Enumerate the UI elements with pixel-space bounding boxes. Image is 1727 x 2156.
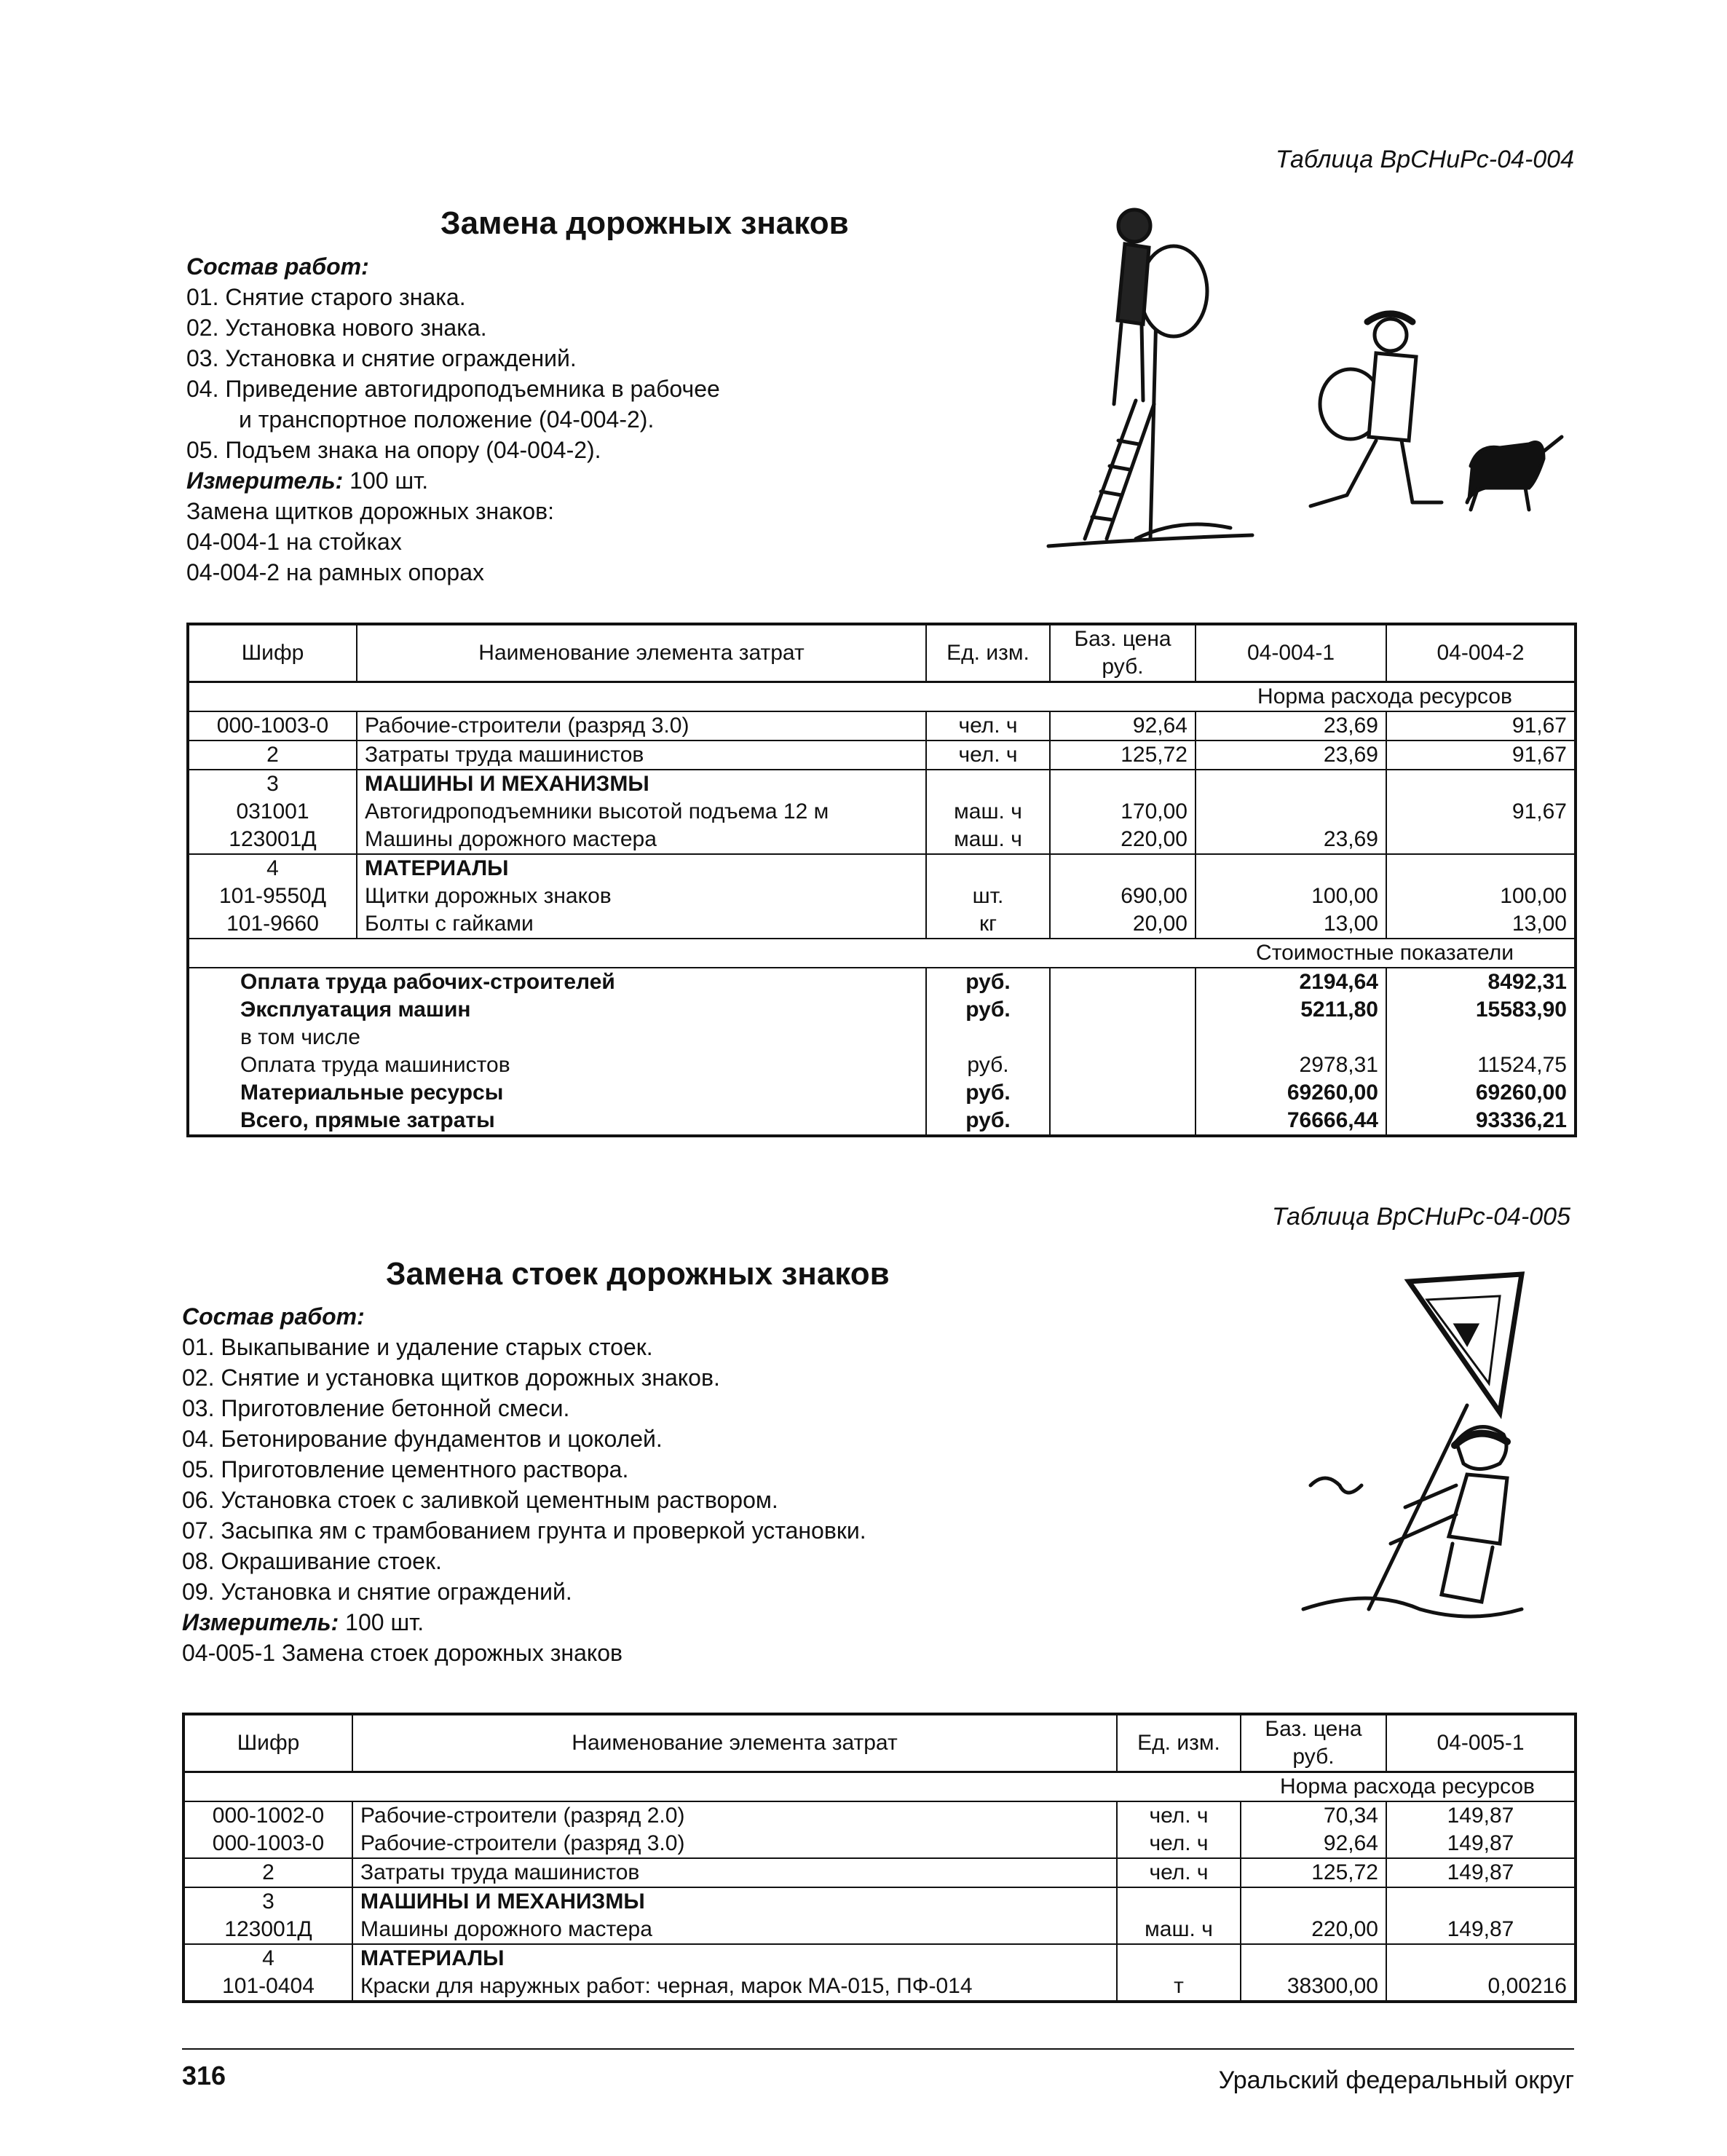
cost-value: 2978,31 (1196, 1051, 1386, 1079)
measure-line (182, 1607, 1238, 1638)
col-header-name: Наименование элемента затрат (352, 1714, 1117, 1772)
cost-unit: руб. (926, 1079, 1050, 1107)
cell-code: 123001Д (188, 826, 357, 854)
cell-code: 3 (188, 770, 357, 798)
cost-band-row (188, 939, 1576, 968)
cost-name: Материальные ресурсы (188, 1079, 926, 1107)
table-header-row (183, 1714, 1576, 1772)
cost-name: в том числе (188, 1024, 926, 1051)
variant-line: 04-004-2 на рамных опорах (186, 559, 485, 585)
cost-row (188, 996, 1576, 1024)
cost-band-label: Стоимостные показатели (1196, 939, 1576, 968)
table-row (188, 741, 1576, 770)
cell-value: 149,87 (1386, 1830, 1576, 1858)
cell-group-name: МАШИНЫ И МЕХАНИЗМЫ (352, 1887, 1117, 1916)
cell-price: 38300,00 (1241, 1973, 1386, 2002)
norm-band-row (183, 1772, 1576, 1802)
cost-name: Эксплуатация машин (188, 996, 926, 1024)
table-row (188, 770, 1576, 798)
work-composition (186, 251, 1024, 588)
cost-name: Оплата труда рабочих-строителей (188, 968, 926, 996)
table-row (188, 910, 1576, 939)
cell-group-name: МАТЕРИАЛЫ (357, 854, 926, 882)
cell-value: 23,69 (1196, 711, 1386, 741)
cell-code: 101-9550Д (188, 882, 357, 910)
resources-table-04-005 (182, 1713, 1577, 2003)
table-row (183, 1887, 1576, 1916)
table-row (188, 854, 1576, 882)
table-row (188, 711, 1576, 741)
cell-price: 92,64 (1241, 1830, 1386, 1858)
work-step: 04. Бетонирование фундаментов и цоколей. (182, 1426, 663, 1452)
cell-code: 2 (188, 741, 357, 770)
norm-band-label: Норма расхода ресурсов (1196, 682, 1576, 712)
cell-code: 3 (183, 1887, 352, 1916)
cost-unit: руб. (926, 996, 1050, 1024)
cell-name: Машины дорожного мастера (352, 1916, 1117, 1944)
cell-code: 000-1003-0 (183, 1830, 352, 1858)
col-header-price: Баз. цена руб. (1050, 624, 1196, 682)
table-header-row (188, 624, 1576, 682)
cell-unit: кг (926, 910, 1050, 939)
table-row (183, 1830, 1576, 1858)
cost-name: Оплата труда машинистов (188, 1051, 926, 1079)
work-step: 03. Установка и снятие ограждений. (186, 345, 577, 371)
cell-unit: чел. ч (1117, 1858, 1241, 1887)
measure-value: 100 шт. (339, 1609, 424, 1635)
col-header-unit: Ед. изм. (1117, 1714, 1241, 1772)
cell-code: 2 (183, 1858, 352, 1887)
cost-value: 15583,90 (1386, 996, 1576, 1024)
col-header-04-004-1: 04-004-1 (1196, 624, 1386, 682)
cell-name: Автогидроподъемники высотой подъема 12 м (357, 798, 926, 826)
cell-code: 000-1002-0 (183, 1801, 352, 1830)
cell-price: 92,64 (1050, 711, 1196, 741)
norm-band-label: Норма расхода ресурсов (1241, 1772, 1576, 1802)
measure-value: 100 шт. (343, 467, 429, 494)
cell-code: 123001Д (183, 1916, 352, 1944)
cost-value: 11524,75 (1386, 1051, 1576, 1079)
cell-unit: чел. ч (1117, 1830, 1241, 1858)
work-step: 05. Подъем знака на опору (04-004-2). (186, 437, 601, 463)
measure-line (186, 465, 1024, 496)
variant-line: 04-005-1 Замена стоек дорожных знаков (182, 1640, 623, 1666)
table-row (183, 1801, 1576, 1830)
cell-code: 4 (188, 854, 357, 882)
cost-row (188, 1051, 1576, 1079)
cell-name: Рабочие-строители (разряд 3.0) (352, 1830, 1117, 1858)
work-step: 09. Установка и снятие ограждений. (182, 1579, 572, 1605)
cost-value: 2194,64 (1196, 968, 1386, 996)
col-header-unit: Ед. изм. (926, 624, 1050, 682)
cell-price: 690,00 (1050, 882, 1196, 910)
work-step: 08. Окрашивание стоек. (182, 1548, 442, 1574)
cell-value: 23,69 (1196, 741, 1386, 770)
cell-name: Болты с гайками (357, 910, 926, 939)
work-step: 03. Приготовление бетонной смеси. (182, 1395, 570, 1421)
cell-price: 20,00 (1050, 910, 1196, 939)
work-step: 06. Установка стоек с заливкой цементным раствором. (182, 1487, 778, 1513)
cell-code: 031001 (188, 798, 357, 826)
cell-value: 91,67 (1386, 798, 1576, 826)
cost-value: 76666,44 (1196, 1107, 1386, 1136)
cost-row (188, 1107, 1576, 1136)
section-title: Замена стоек дорожных знаков (386, 1256, 890, 1292)
norm-band-row (188, 682, 1576, 712)
variant-line: 04-004-1 на стойках (186, 529, 402, 555)
cell-value: 149,87 (1386, 1858, 1576, 1887)
cell-code: 101-0404 (183, 1973, 352, 2002)
cell-value: 13,00 (1196, 910, 1386, 939)
col-header-code: Шифр (183, 1714, 352, 1772)
work-step: 07. Засыпка ям с трамбованием грунта и проверкой установки. (182, 1517, 866, 1544)
footer-divider (182, 2048, 1574, 2050)
table-row (188, 798, 1576, 826)
cell-name: Краски для наружных работ: черная, марок МА-015, ПФ-014 (352, 1973, 1117, 2002)
table-row (183, 1858, 1576, 1887)
cell-name: Рабочие-строители (разряд 2.0) (352, 1801, 1117, 1830)
cell-value: 23,69 (1196, 826, 1386, 854)
cost-value: 69260,00 (1196, 1079, 1386, 1107)
cell-name: Затраты труда машинистов (357, 741, 926, 770)
cell-group-name: МАШИНЫ И МЕХАНИЗМЫ (357, 770, 926, 798)
cell-unit: чел. ч (926, 741, 1050, 770)
cell-code: 000-1003-0 (188, 711, 357, 741)
work-step: 01. Выкапывание и удаление старых стоек. (182, 1334, 653, 1360)
variants-subtitle: Замена щитков дорожных знаков: (186, 498, 555, 524)
table-label-04-005: Таблица ВрСНиРс-04-005 (1271, 1203, 1570, 1231)
cost-unit: руб. (926, 1051, 1050, 1079)
cell-value (1196, 798, 1386, 826)
cell-price: 220,00 (1050, 826, 1196, 854)
cell-price: 220,00 (1241, 1916, 1386, 1944)
table-row (183, 1973, 1576, 2002)
cell-value: 100,00 (1386, 882, 1576, 910)
cost-row (188, 1079, 1576, 1107)
cell-unit: чел. ч (1117, 1801, 1241, 1830)
resources-table-04-004 (186, 623, 1577, 1137)
table-row (183, 1916, 1576, 1944)
col-header-code: Шифр (188, 624, 357, 682)
cost-name: Всего, прямые затраты (188, 1107, 926, 1136)
cost-value: 93336,21 (1386, 1107, 1576, 1136)
cost-row (188, 1024, 1576, 1051)
page-number: 316 (182, 2061, 226, 2090)
col-header-name: Наименование элемента затрат (357, 624, 926, 682)
work-step: 01. Снятие старого знака. (186, 284, 466, 310)
composition-label: Состав работ: (186, 253, 369, 280)
section-title: Замена дорожных знаков (440, 205, 849, 241)
cell-value: 149,87 (1386, 1916, 1576, 1944)
composition-label: Состав работ: (182, 1303, 365, 1330)
cell-value: 91,67 (1386, 711, 1576, 741)
work-step: 04. Приведение автогидроподъемника в рабочее (186, 376, 720, 402)
col-header-04-004-2: 04-004-2 (1386, 624, 1576, 682)
measure-label: Измеритель: (186, 467, 344, 494)
cell-value: 100,00 (1196, 882, 1386, 910)
work-step: 02. Установка нового знака. (186, 315, 487, 341)
cell-name: Рабочие-строители (разряд 3.0) (357, 711, 926, 741)
cell-unit: шт. (926, 882, 1050, 910)
cell-price: 125,72 (1050, 741, 1196, 770)
cell-value: 91,67 (1386, 741, 1576, 770)
cost-row (188, 968, 1576, 996)
cost-unit: руб. (926, 968, 1050, 996)
col-header-04-005-1: 04-005-1 (1386, 1714, 1576, 1772)
cell-price: 70,34 (1241, 1801, 1386, 1830)
table-row (183, 1944, 1576, 1973)
col-header-price: Баз. цена руб. (1241, 1714, 1386, 1772)
cell-group-name: МАТЕРИАЛЫ (352, 1944, 1117, 1973)
cell-value: 13,00 (1386, 910, 1576, 939)
cell-name: Затраты труда машинистов (352, 1858, 1117, 1887)
table-row (188, 826, 1576, 854)
cell-price: 125,72 (1241, 1858, 1386, 1887)
cell-name: Щитки дорожных знаков (357, 882, 926, 910)
cost-value: 69260,00 (1386, 1079, 1576, 1107)
cell-unit: маш. ч (926, 798, 1050, 826)
cost-value: 5211,80 (1196, 996, 1386, 1024)
workers-illustration (1034, 197, 1573, 590)
cell-unit: маш. ч (1117, 1916, 1241, 1944)
cell-price: 170,00 (1050, 798, 1196, 826)
cost-value: 8492,31 (1386, 968, 1576, 996)
cell-unit: маш. ч (926, 826, 1050, 854)
measure-label: Измеритель: (182, 1609, 339, 1635)
cost-unit: руб. (926, 1107, 1050, 1136)
footer-region: Уральский федеральный округ (1218, 2066, 1574, 2094)
work-step: 05. Приготовление цементного раствора. (182, 1456, 629, 1482)
cell-code: 101-9660 (188, 910, 357, 939)
cell-name: Машины дорожного мастера (357, 826, 926, 854)
table-row (188, 882, 1576, 910)
table-label-04-004: Таблица ВрСНиРс-04-004 (1275, 146, 1574, 173)
cell-value: 149,87 (1386, 1801, 1576, 1830)
cell-code: 4 (183, 1944, 352, 1973)
sign-installer-illustration (1281, 1267, 1573, 1646)
cell-unit: чел. ч (926, 711, 1050, 741)
cell-value: 0,00216 (1386, 1973, 1576, 2002)
work-composition (182, 1301, 1238, 1668)
cell-unit: т (1117, 1973, 1241, 2002)
work-step: 02. Снятие и установка щитков дорожных знаков. (182, 1365, 720, 1391)
work-step-continuation: и транспортное положение (04-004-2). (239, 406, 655, 433)
cell-value (1386, 826, 1576, 854)
